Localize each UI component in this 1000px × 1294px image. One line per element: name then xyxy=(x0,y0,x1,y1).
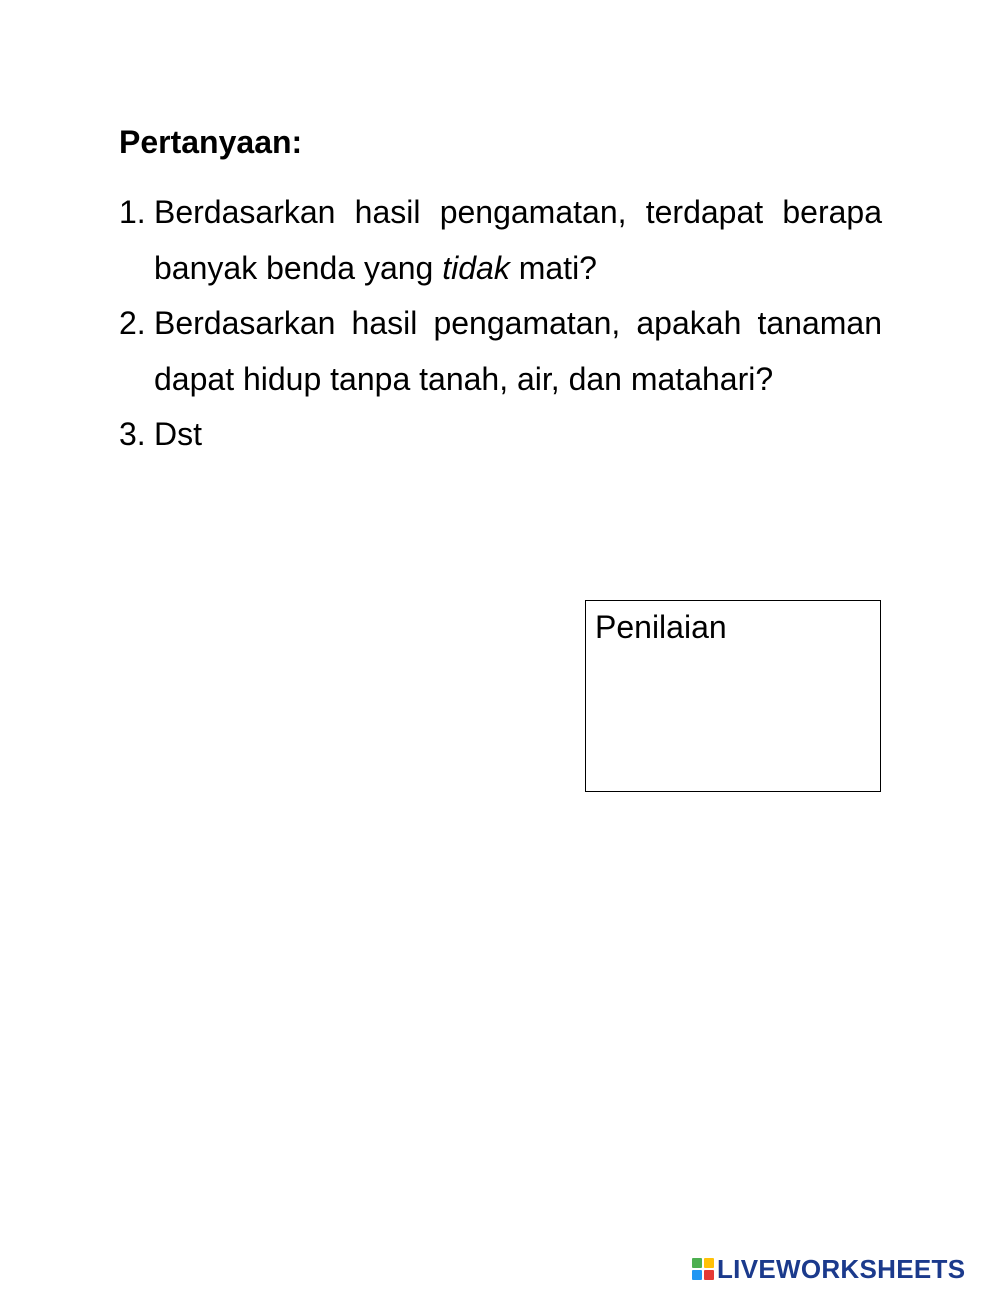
question-text xyxy=(154,296,882,407)
question-item-2 xyxy=(119,296,882,407)
question-item-1 xyxy=(119,185,882,296)
score-box[interactable] xyxy=(585,600,881,792)
question-number: 1. xyxy=(119,194,146,230)
question-item-3 xyxy=(119,407,882,463)
question-text-part: Dst xyxy=(154,416,202,452)
question-text-part: mati? xyxy=(509,249,597,286)
brand-name: LIVEWORKSHEETS xyxy=(717,1254,966,1284)
question-emphasis: tidak xyxy=(442,249,510,286)
question-text-part: Berdasarkan hasil pengamatan, apakah tanaman dapat hidup tanpa tanah, air, dan matahari? xyxy=(154,305,882,397)
question-text xyxy=(154,407,882,463)
question-list xyxy=(119,185,882,463)
questions-heading: Pertanyaan: xyxy=(119,124,303,160)
brand-watermark xyxy=(692,1253,965,1285)
question-text-part: Berdasarkan hasil pengamatan, terdapat berapa banyak benda yang xyxy=(154,194,882,286)
score-label: Penilaian xyxy=(595,609,727,645)
question-text xyxy=(154,185,882,296)
logo-square xyxy=(704,1258,714,1268)
logo-square xyxy=(692,1270,702,1280)
brand-logo-icon xyxy=(692,1258,714,1280)
question-number: 2. xyxy=(119,305,146,341)
question-number: 3. xyxy=(119,416,146,452)
logo-square xyxy=(704,1270,714,1280)
logo-square xyxy=(692,1258,702,1268)
